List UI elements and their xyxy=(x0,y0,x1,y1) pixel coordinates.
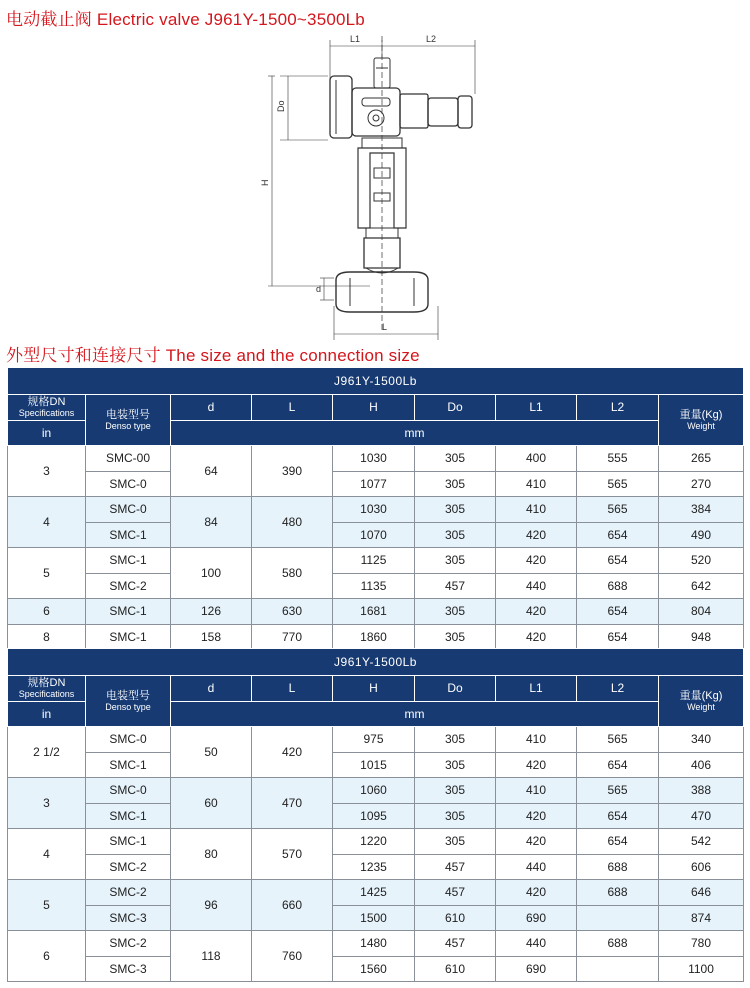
table-row xyxy=(8,803,744,829)
cell-l1: 410 xyxy=(496,471,577,497)
cell-h: 1235 xyxy=(333,854,415,880)
cell-d: 84 xyxy=(171,497,252,548)
table-row xyxy=(8,446,744,472)
cell-type: SMC-2 xyxy=(86,573,171,599)
header-type-en: Denso type xyxy=(105,420,151,431)
header-l: L xyxy=(252,676,333,702)
cell-l: 420 xyxy=(252,727,333,778)
cell-l2: 654 xyxy=(577,599,659,625)
cell-do: 305 xyxy=(415,599,496,625)
cell-type: SMC-0 xyxy=(86,727,171,753)
header-do: Do xyxy=(415,395,496,421)
table-row xyxy=(8,931,744,957)
dim-l: L xyxy=(382,322,388,332)
header-d: d xyxy=(171,676,252,702)
header-spec-en: Specifications xyxy=(18,407,75,418)
cell-do: 305 xyxy=(415,829,496,855)
cell-w: 804 xyxy=(659,599,744,625)
cell-l2: 654 xyxy=(577,829,659,855)
header-unit-mm: mm xyxy=(171,420,659,446)
cell-type: SMC-1 xyxy=(86,599,171,625)
valve-drawing xyxy=(250,28,490,340)
cell-h: 1030 xyxy=(333,446,415,472)
header-weight-en: Weight xyxy=(687,420,715,431)
header-spec-cn: 规格DN xyxy=(27,395,66,408)
cell-type: SMC-1 xyxy=(86,624,171,650)
cell-l2 xyxy=(577,956,659,982)
cell-d: 96 xyxy=(171,880,252,931)
cell-w: 470 xyxy=(659,803,744,829)
cell-do: 457 xyxy=(415,854,496,880)
cell-h: 975 xyxy=(333,727,415,753)
table-row xyxy=(8,854,744,880)
spec-table-1 xyxy=(7,367,744,650)
cell-dn: 5 xyxy=(8,880,86,931)
table-row xyxy=(8,497,744,523)
cell-l1: 420 xyxy=(496,880,577,906)
cell-h: 1125 xyxy=(333,548,415,574)
table-title: J961Y-1500Lb xyxy=(8,649,744,676)
cell-l: 770 xyxy=(252,624,333,650)
cell-do: 457 xyxy=(415,931,496,957)
table-row xyxy=(8,829,744,855)
cell-do: 610 xyxy=(415,956,496,982)
header-unit-in: in xyxy=(8,420,86,446)
cell-type: SMC-2 xyxy=(86,880,171,906)
cell-l2: 654 xyxy=(577,522,659,548)
cell-l1: 440 xyxy=(496,573,577,599)
cell-h: 1560 xyxy=(333,956,415,982)
cell-type: SMC-0 xyxy=(86,778,171,804)
header-type-cn: 电装型号 xyxy=(106,689,150,702)
cell-w: 490 xyxy=(659,522,744,548)
header-type xyxy=(86,676,171,727)
cell-w: 265 xyxy=(659,446,744,472)
cell-l1: 420 xyxy=(496,803,577,829)
cell-w: 340 xyxy=(659,727,744,753)
cell-do: 305 xyxy=(415,727,496,753)
cell-type: SMC-1 xyxy=(86,522,171,548)
cell-do: 457 xyxy=(415,573,496,599)
cell-dn: 3 xyxy=(8,446,86,497)
header-weight xyxy=(659,395,744,446)
cell-do: 305 xyxy=(415,803,496,829)
cell-l: 630 xyxy=(252,599,333,625)
header-l: L xyxy=(252,395,333,421)
cell-l2: 688 xyxy=(577,880,659,906)
section-title: 外型尺寸和连接尺寸 The size and the connection size xyxy=(6,346,420,365)
cell-do: 305 xyxy=(415,522,496,548)
cell-h: 1077 xyxy=(333,471,415,497)
cell-dn: 4 xyxy=(8,497,86,548)
cell-l1: 420 xyxy=(496,522,577,548)
cell-l2: 565 xyxy=(577,727,659,753)
cell-l: 390 xyxy=(252,446,333,497)
cell-d: 100 xyxy=(171,548,252,599)
table-title: J961Y-1500Lb xyxy=(8,368,744,395)
cell-do: 305 xyxy=(415,752,496,778)
cell-type: SMC-0 xyxy=(86,471,171,497)
header-weight xyxy=(659,676,744,727)
cell-type: SMC-1 xyxy=(86,803,171,829)
cell-l2: 654 xyxy=(577,548,659,574)
cell-l1: 410 xyxy=(496,778,577,804)
header-spec-en: Specifications xyxy=(18,688,75,699)
header-h: H xyxy=(333,395,415,421)
cell-type: SMC-00 xyxy=(86,446,171,472)
cell-l1: 440 xyxy=(496,931,577,957)
cell-l: 580 xyxy=(252,548,333,599)
cell-w: 948 xyxy=(659,624,744,650)
header-unit-in: in xyxy=(8,701,86,727)
cell-w: 1100 xyxy=(659,956,744,982)
cell-l1: 690 xyxy=(496,905,577,931)
cell-l2: 688 xyxy=(577,854,659,880)
cell-l1: 420 xyxy=(496,548,577,574)
header-type-cn: 电装型号 xyxy=(106,408,150,421)
cell-h: 1060 xyxy=(333,778,415,804)
cell-h: 1425 xyxy=(333,880,415,906)
header-spec xyxy=(8,676,86,702)
spec-table-2 xyxy=(7,648,744,982)
cell-dn: 5 xyxy=(8,548,86,599)
cell-l2: 565 xyxy=(577,778,659,804)
cell-d: 126 xyxy=(171,599,252,625)
header-l2: L2 xyxy=(577,395,659,421)
cell-type: SMC-1 xyxy=(86,829,171,855)
cell-h: 1500 xyxy=(333,905,415,931)
dim-l1: L1 xyxy=(350,34,361,44)
header-weight-cn: 重量(Kg) xyxy=(679,689,723,702)
cell-h: 1480 xyxy=(333,931,415,957)
cell-w: 384 xyxy=(659,497,744,523)
cell-dn: 3 xyxy=(8,778,86,829)
cell-l: 480 xyxy=(252,497,333,548)
cell-type: SMC-1 xyxy=(86,752,171,778)
cell-h: 1070 xyxy=(333,522,415,548)
cell-dn: 2 1/2 xyxy=(8,727,86,778)
cell-w: 646 xyxy=(659,880,744,906)
cell-l1: 410 xyxy=(496,727,577,753)
cell-l: 660 xyxy=(252,880,333,931)
cell-l1: 410 xyxy=(496,497,577,523)
cell-l2: 555 xyxy=(577,446,659,472)
cell-type: SMC-1 xyxy=(86,548,171,574)
cell-w: 270 xyxy=(659,471,744,497)
dim-l2: L2 xyxy=(426,34,437,44)
cell-type: SMC-2 xyxy=(86,854,171,880)
table-row xyxy=(8,624,744,650)
table-row xyxy=(8,752,744,778)
table-row xyxy=(8,471,744,497)
cell-l1: 400 xyxy=(496,446,577,472)
header-l2: L2 xyxy=(577,676,659,702)
cell-dn: 4 xyxy=(8,829,86,880)
cell-dn: 6 xyxy=(8,931,86,982)
table-row xyxy=(8,548,744,574)
cell-do: 305 xyxy=(415,471,496,497)
cell-l2: 654 xyxy=(577,752,659,778)
cell-do: 305 xyxy=(415,497,496,523)
header-spec xyxy=(8,395,86,421)
cell-l: 470 xyxy=(252,778,333,829)
cell-h: 1135 xyxy=(333,573,415,599)
cell-l2: 654 xyxy=(577,803,659,829)
table-row xyxy=(8,727,744,753)
header-d: d xyxy=(171,395,252,421)
header-do: Do xyxy=(415,676,496,702)
cell-do: 305 xyxy=(415,778,496,804)
cell-d: 64 xyxy=(171,446,252,497)
cell-w: 388 xyxy=(659,778,744,804)
cell-w: 406 xyxy=(659,752,744,778)
header-spec-cn: 规格DN xyxy=(27,676,66,689)
cell-dn: 6 xyxy=(8,599,86,625)
cell-w: 606 xyxy=(659,854,744,880)
cell-h: 1015 xyxy=(333,752,415,778)
cell-l1: 420 xyxy=(496,599,577,625)
cell-l: 760 xyxy=(252,931,333,982)
cell-d: 158 xyxy=(171,624,252,650)
cell-l1: 420 xyxy=(496,624,577,650)
header-type xyxy=(86,395,171,446)
cell-l1: 420 xyxy=(496,752,577,778)
cell-h: 1220 xyxy=(333,829,415,855)
cell-l1: 690 xyxy=(496,956,577,982)
cell-l2: 565 xyxy=(577,471,659,497)
cell-d: 60 xyxy=(171,778,252,829)
table-row xyxy=(8,880,744,906)
cell-do: 305 xyxy=(415,548,496,574)
cell-l2: 654 xyxy=(577,624,659,650)
dim-d: d xyxy=(316,284,322,294)
cell-w: 780 xyxy=(659,931,744,957)
cell-d: 50 xyxy=(171,727,252,778)
cell-h: 1095 xyxy=(333,803,415,829)
cell-l2: 688 xyxy=(577,573,659,599)
cell-h: 1860 xyxy=(333,624,415,650)
header-weight-en: Weight xyxy=(687,701,715,712)
table-row xyxy=(8,599,744,625)
cell-l: 570 xyxy=(252,829,333,880)
table-row xyxy=(8,522,744,548)
cell-do: 305 xyxy=(415,624,496,650)
table-row xyxy=(8,573,744,599)
cell-h: 1030 xyxy=(333,497,415,523)
cell-w: 642 xyxy=(659,573,744,599)
header-unit-mm: mm xyxy=(171,701,659,727)
cell-type: SMC-2 xyxy=(86,931,171,957)
cell-w: 520 xyxy=(659,548,744,574)
cell-h: 1681 xyxy=(333,599,415,625)
cell-do: 457 xyxy=(415,880,496,906)
header-weight-cn: 重量(Kg) xyxy=(679,408,723,421)
cell-type: SMC-3 xyxy=(86,956,171,982)
cell-type: SMC-0 xyxy=(86,497,171,523)
dim-do: Do xyxy=(276,100,286,112)
cell-do: 305 xyxy=(415,446,496,472)
page-title: 电动截止阀 Electric valve J961Y-1500~3500Lb xyxy=(6,10,365,29)
table-row xyxy=(8,956,744,982)
cell-do: 610 xyxy=(415,905,496,931)
cell-l2: 688 xyxy=(577,931,659,957)
header-h: H xyxy=(333,676,415,702)
cell-dn: 8 xyxy=(8,624,86,650)
cell-type: SMC-3 xyxy=(86,905,171,931)
cell-l1: 440 xyxy=(496,854,577,880)
dim-h: H xyxy=(260,179,270,186)
cell-l2 xyxy=(577,905,659,931)
table-row xyxy=(8,778,744,804)
header-l1: L1 xyxy=(496,676,577,702)
table-row xyxy=(8,905,744,931)
cell-l2: 565 xyxy=(577,497,659,523)
cell-d: 80 xyxy=(171,829,252,880)
cell-d: 118 xyxy=(171,931,252,982)
cell-w: 874 xyxy=(659,905,744,931)
header-l1: L1 xyxy=(496,395,577,421)
cell-l1: 420 xyxy=(496,829,577,855)
header-type-en: Denso type xyxy=(105,701,151,712)
cell-w: 542 xyxy=(659,829,744,855)
